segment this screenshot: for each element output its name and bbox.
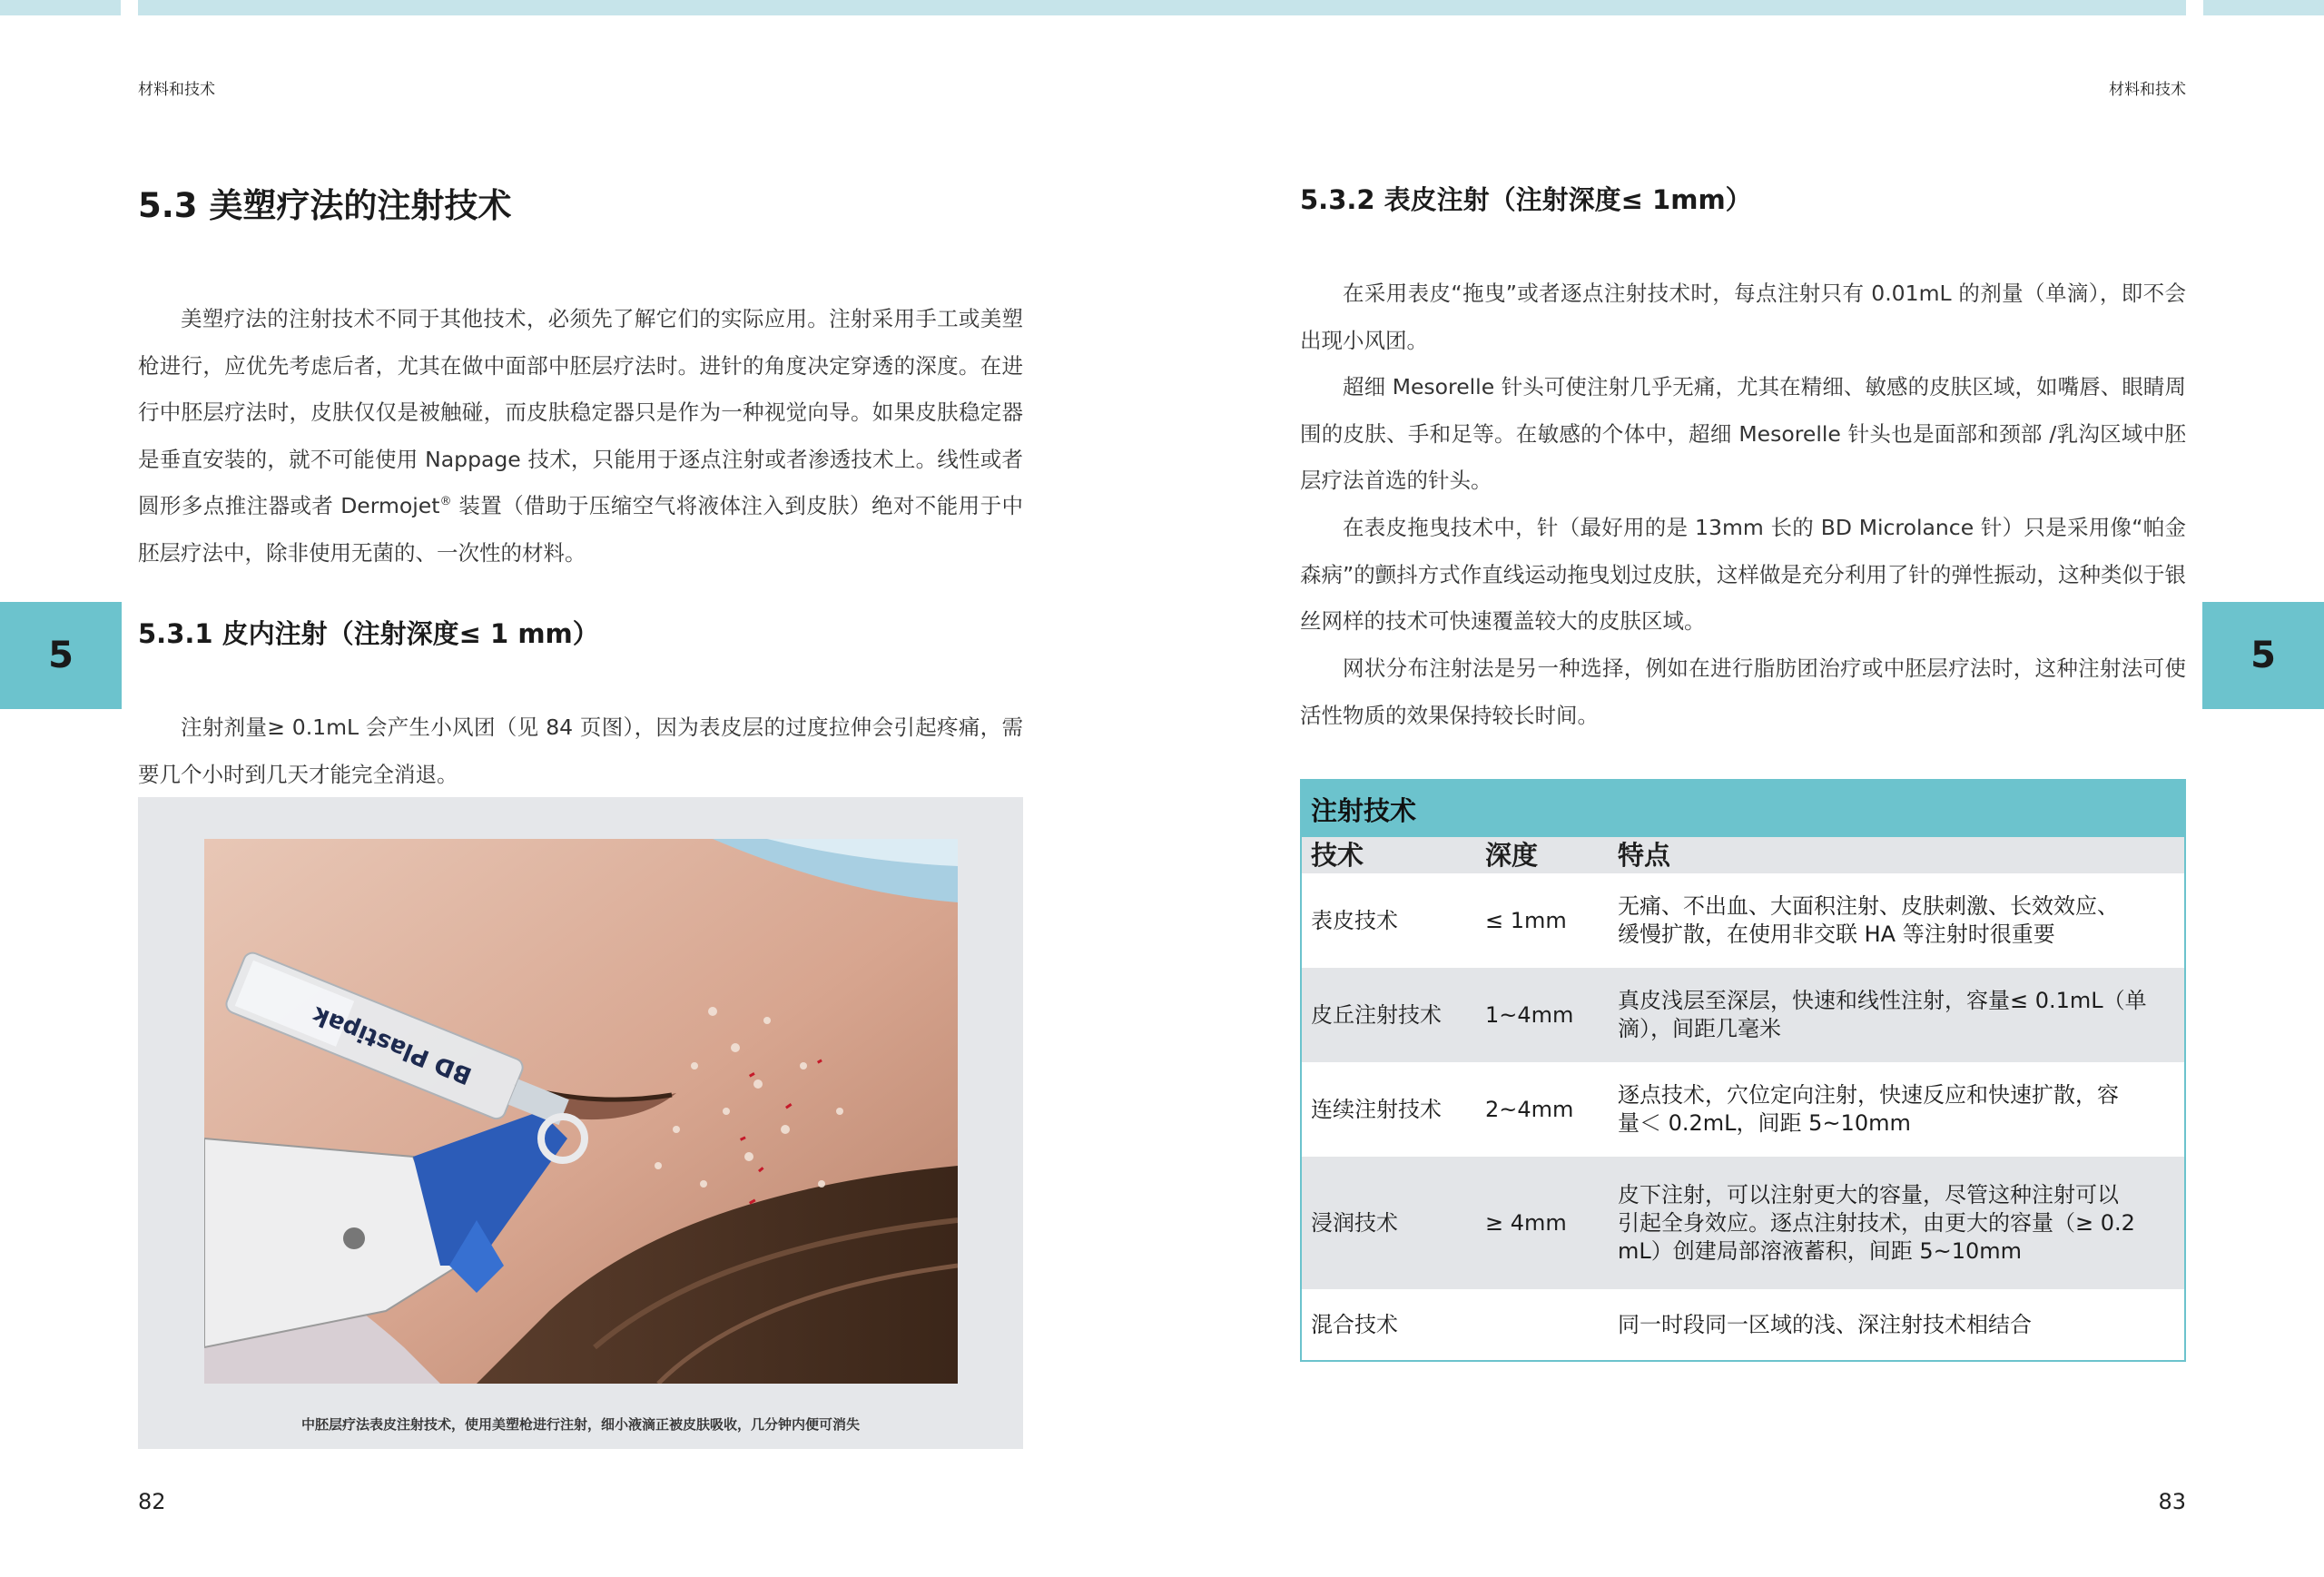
epidermal-para-2	[1300, 364, 2186, 505]
cell-technique: 浸润技术	[1311, 1209, 1398, 1236]
para-line: 超细 Mesorelle 针头可使注射几乎无痛，尤其在精细、敏感的皮肤区域，如嘴唇、	[1343, 374, 2122, 399]
sub-line: 注射剂量≥ 0.1mL 会产生小风团（见 84 页图），因为表皮层的过度拉伸会引起疼	[181, 715, 959, 740]
top-band-right-edge	[2203, 0, 2324, 15]
intro-line: 空气将液体注入到皮肤）绝对不能用于中胚层疗法中，除非使用无菌的、一次性的材料。	[138, 493, 1023, 566]
feature-line: 真皮浅层至深层，快速和线性注射，容量≤ 0.1mL（单	[1618, 988, 2147, 1013]
intro-line: 点注射或者渗透技术上。线性或者圆形多点推注器或者 Dermojet	[138, 446, 1024, 518]
section-title: 5.3 美塑疗法的注射技术	[138, 186, 512, 225]
epidermal-para-4	[1300, 646, 2186, 739]
table-row	[1302, 1062, 2184, 1157]
top-band-left-edge	[0, 0, 121, 15]
chapter-tab-right: 5	[2202, 602, 2324, 709]
intro-paragraph	[138, 296, 1023, 577]
cell-technique: 连续注射技术	[1311, 1096, 1442, 1122]
epidermal-para-1	[1300, 271, 2186, 364]
para-line: 这种类似于银丝网样的技术可快速覆盖较大的皮肤区域。	[1300, 561, 2186, 634]
intro-line: 美塑疗法的注射技术不同于其他技术，必须先了解它们的实际应用。注射采用手	[181, 306, 938, 331]
cell-technique: 皮丘注射技术	[1311, 1001, 1442, 1028]
injection-photo-illustration	[204, 839, 958, 1384]
cell-features	[1618, 1062, 2181, 1157]
cell-depth: ≤ 1mm	[1485, 907, 1567, 933]
feature-line: 滴），间距几毫米	[1618, 1016, 1781, 1041]
table-row	[1302, 1289, 2184, 1360]
feature-line: 缓慢扩散，在使用非交联 HA 等注射时很重要	[1618, 922, 2055, 947]
feature-line: 皮下注射，可以注射更大的容量，尽管这种注射可以	[1618, 1181, 2119, 1207]
para-line: 眼睛周围的皮肤、手和足等。在敏感的个体中，超细 Mesorelle 针头也是面部和颈部 /	[1300, 374, 2186, 447]
intro-line: 工或美塑枪进行，应优先考虑后者，尤其在做中面部中胚层疗法时。进针的角度决定	[138, 306, 1024, 379]
para-line: 在采用表皮“拖曳”或者逐点注射技术时，每点注射只有 0.01mL 的剂量（单滴），	[1343, 281, 2122, 306]
subsection-531-paragraph	[138, 705, 1023, 798]
table-row	[1302, 873, 2184, 968]
injection-techniques-table	[1300, 779, 2186, 1362]
cell-depth: ≥ 4mm	[1485, 1209, 1567, 1236]
feature-line: 引起全身效应。逐点注射技术，由更大的容量（≥ 0.2	[1618, 1209, 2135, 1236]
para-line: 网状分布注射法是另一种选择，例如在进行脂肪团治疗或中胚层疗法时，这种注	[1343, 655, 2101, 681]
para-line: 即不会出现小风团。	[1300, 281, 2186, 353]
cell-features	[1618, 968, 2181, 1062]
page-number-right: 83	[2158, 1489, 2186, 1514]
feature-line: 量＜ 0.2mL，间距 5~10mm	[1618, 1110, 1911, 1136]
para-line: 射法可使活性物质的效果保持较长时间。	[1300, 655, 2187, 728]
page-number-left: 82	[138, 1489, 166, 1514]
intro-line: 视觉向导。如果皮肤稳定器是垂直安装的，就不可能使用 Nappage 技术，只能用于逐	[138, 399, 1024, 472]
subsection-title-532: 5.3.2 表皮注射（注射深度≤ 1mm）	[1300, 184, 1752, 215]
table-row	[1302, 968, 2184, 1062]
cell-features	[1618, 873, 2181, 968]
figure-caption: 中胚层疗法表皮注射技术，使用美塑枪进行注射，细小液滴正被皮肤吸收，几分钟内便可消失	[300, 1416, 860, 1433]
intro-line-tail: 装置（借助于压缩	[451, 493, 633, 518]
running-head-left: 材料和技术	[138, 81, 215, 99]
cell-technique: 表皮技术	[1311, 907, 1398, 933]
table-title: 注射技术	[1302, 781, 2184, 837]
intro-line: 穿透的深度。在进行中胚层疗法时，皮肤仅仅是被触碰，而皮肤稳定器只是作为一种	[138, 352, 1024, 425]
cell-depth	[1485, 1289, 1612, 1360]
cell-technique: 混合技术	[1311, 1311, 1398, 1337]
epidermal-para-3	[1300, 505, 2186, 646]
header-technique: 技术	[1311, 839, 1364, 871]
top-band-main	[138, 0, 2186, 15]
cell-features	[1618, 1289, 2181, 1360]
cell-depth: 2~4mm	[1485, 1096, 1574, 1122]
subsection-title-531: 5.3.1 皮内注射（注射深度≤ 1 mm）	[138, 618, 599, 649]
injection-photo	[204, 839, 958, 1384]
chapter-tab-left: 5	[0, 602, 122, 709]
figure-box	[138, 797, 1023, 1449]
para-line: “帕金森病”的颤抖方式作直线运动拖曳划过皮肤，这样做是充分利用了针的弹性振动，	[1300, 515, 2186, 587]
para-line: 乳沟区域中胚层疗法首选的针头。	[1300, 420, 2186, 493]
para-line: 在表皮拖曳技术中，针（最好用的是 13mm 长的 BD Microlance 针）只是采用像	[1343, 515, 2132, 540]
sub-line: 痛，需要几个小时到几天才能完全消退。	[138, 715, 1023, 787]
registered-mark: ®	[439, 495, 452, 509]
feature-line: 逐点技术，穴位定向注射，快速反应和快速扩散，容	[1618, 1082, 2119, 1108]
table-row	[1302, 1157, 2184, 1289]
header-features: 特点	[1618, 839, 1671, 871]
table-header-row	[1302, 837, 2184, 873]
running-head-right: 材料和技术	[2109, 81, 2186, 99]
syringe-label: BD Plastipak	[309, 1000, 477, 1089]
feature-line: 同一时段同一区域的浅、深注射技术相结合	[1618, 1311, 2032, 1337]
cell-features	[1618, 1157, 2181, 1289]
cell-depth: 1~4mm	[1485, 1001, 1574, 1028]
header-depth: 深度	[1485, 839, 1539, 871]
feature-line: 无痛、不出血、大面积注射、皮肤刺激、长效效应、	[1618, 893, 2119, 919]
feature-line: mL）创建局部溶液蓄积，间距 5~10mm	[1618, 1237, 2023, 1264]
